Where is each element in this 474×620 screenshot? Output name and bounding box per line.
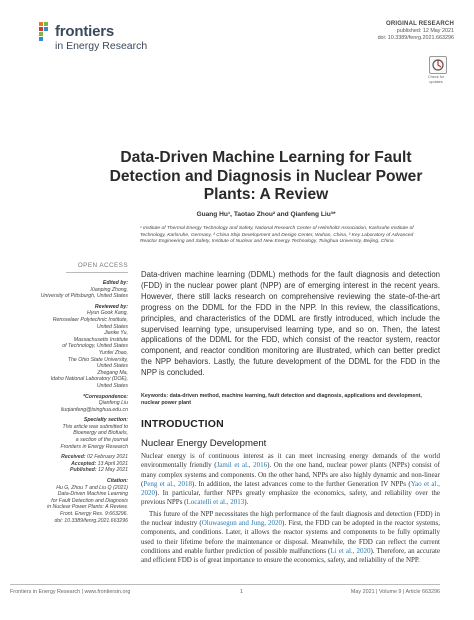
citation-line: Data-Driven Machine Learning	[57, 491, 128, 498]
doi-link[interactable]: doi: 10.3389/fenrg.2021.663296	[377, 35, 454, 41]
published-label: Published:	[70, 467, 97, 474]
edited-by-label: Edited by:	[102, 280, 128, 286]
editorial-info	[10, 276, 128, 524]
frontiers-logo-icon	[38, 20, 54, 48]
editor-affiliation: University of Pittsburgh, United States	[40, 293, 128, 300]
published-row	[10, 467, 128, 474]
correspondent-email[interactable]: liuqianfeng@tsinghua.edu.cn	[61, 406, 128, 413]
check-for-updates-button[interactable]	[428, 56, 448, 82]
footer-issue: May 2021 | Volume 9 | Article 663296	[350, 589, 440, 595]
paragraph: This future of the NPP necessitates the high performance of the fault diagnosis and detection (FDD) in the nuclear industry (Oluwasegun and Jung, 2020). First, the FDD can be adopted in the reactor systems, components, and conditions. Later, it allows the reactor systems and components to be fully optimally used to their lifetime before the maintenance or disposal. Meanwhile, the FDD can reflect the current conditions and enable further prediction of possible malfunctions (Li et al., 2020). Therefore, an accurate and efficient FDD is of great importance to ensure the economics, safety, and reliability of the NPP.	[141, 509, 440, 565]
correspondence-label: *Correspondence:	[83, 393, 128, 400]
citation-line: in Nuclear Power Plants: A Review.	[47, 504, 128, 511]
specialty-line: a section of the journal	[75, 437, 128, 444]
brand-name: frontiers	[55, 23, 115, 40]
footer-journal[interactable]: Frontiers in Energy Research | www.frontiersin.org	[10, 589, 131, 595]
reviewer-line: Idaho National Laboratory (DOE),	[50, 376, 128, 383]
received-row	[10, 454, 128, 461]
journal-name: in Energy Research	[55, 40, 148, 52]
published-date: published: 12 May 2021	[396, 28, 454, 34]
subsection-heading: Nuclear Energy Development	[141, 438, 267, 449]
accepted-date: 13 April 2021	[97, 460, 128, 467]
paragraph: Nuclear energy is of continuous interest as it can meet increasing energy demands of the world environmentally friendly (Jamil et al., 2016). On the one hand, nuclear power plants (NPPs) consist of many complex systems and components. On the other hand, NPPs are also highly dynamic and non-linear (Peng et al., 2018). In addition, the latest advances come to the further Generation IV NPPs (Yao et al., 2020). In particular, further NPPs greatly emphasize the economics, safety, and reliability over the previous NPPs (Locatelli et al., 2013).	[141, 452, 440, 507]
open-access-label: OPEN ACCESS	[77, 262, 128, 269]
specialty-section-label: Specialty section:	[83, 417, 128, 424]
reviewed-by-label: Reviewed by:	[94, 303, 128, 310]
check-updates-label: Check for updates	[427, 75, 445, 84]
citation-line: for Fault Detection and Diagnosis	[51, 497, 128, 504]
article-meta	[378, 21, 454, 42]
keywords	[141, 393, 440, 407]
specialty-line: This article was submitted to	[62, 423, 128, 430]
body-text	[141, 452, 440, 566]
citation-link[interactable]: Yao et al., 2020	[141, 479, 440, 498]
reviewer-line: Jianke Yu,	[104, 330, 128, 337]
citation-link[interactable]: Oluwasegun and Jung, 2020	[201, 519, 283, 528]
reviewer-line: The Ohio State University,	[67, 356, 128, 363]
check-updates-icon	[429, 56, 447, 74]
specialty-line: Frontiers in Energy Research	[60, 443, 128, 450]
published-date-left: 12 May 2021	[98, 467, 128, 474]
citation-doi[interactable]: doi: 10.3389/fenrg.2021.663296	[54, 517, 128, 524]
abstract: Data-driven machine learning (DDML) methods for the fault diagnosis and detection (FDD) in the nuclear power plant (NPP) are of emerging interest in the recent years. However, there still lacks research on comprehensive reviewing the state-of-the-art progress on the DDML for the FDD in the NPP. In this review, the classifications, principles, and characteristics of the DDML are firstly introduced, which include the supervised learning type, unsupervised learning type, and so on. Then, the latest applications of the DDML for the FDD, which consist of the reactor system, reactor component, and reactor condition monitoring are illustrated, which can better predict the NPP behaviors. Lastly, the future development of the DDML for the FDD in the NPP is concluded.	[141, 270, 440, 378]
reviewer-line: Massachusetts Institute	[73, 336, 128, 343]
author-list[interactable]: Guang Hu¹, Taotao Zhou² and Qianfeng Liu³*	[196, 211, 336, 218]
keywords-label: Keywords:	[141, 393, 169, 399]
citation-label: Citation:	[106, 478, 128, 485]
citation-link[interactable]: Peng et al., 2018	[143, 479, 193, 488]
reviewer-line: Zhegang Ma,	[97, 369, 128, 376]
received-label: Received:	[61, 454, 86, 461]
citation-link[interactable]: Jamil et al., 2016	[216, 461, 268, 470]
reviewer-line: Yunfei Zhao,	[98, 349, 128, 356]
reviewer-line: of Technology, United States	[62, 343, 128, 350]
section-heading: INTRODUCTION	[141, 418, 224, 430]
article-title: Data-Driven Machine Learning for Fault Detection and Diagnosis in Nuclear Power Plants: A Review	[109, 149, 423, 203]
accepted-label: Accepted:	[71, 460, 97, 467]
article-type: ORIGINAL RESEARCH	[386, 21, 454, 27]
divider	[66, 272, 128, 273]
citation-link[interactable]: Li et al., 2020	[330, 546, 371, 555]
citation-line: Hu G, Zhou T and Liu Q (2021)	[56, 484, 128, 491]
journal-logo[interactable]	[38, 20, 178, 54]
reviewer-line: United States	[96, 363, 128, 370]
citation-link[interactable]: Locatelli et al., 2013	[186, 498, 245, 507]
accepted-row	[10, 461, 128, 468]
reviewer-line: United States	[96, 382, 128, 389]
reviewer-line: Hyun Gook Kang,	[87, 310, 128, 317]
editor-name: Xianping Zhong,	[90, 286, 128, 293]
reviewer-line: United States	[96, 323, 128, 330]
received-date: 02 February 2021	[87, 454, 128, 461]
specialty-line: Bioenergy and Biofuels,	[73, 430, 128, 437]
affiliations: ¹ Institute of Thermal Energy Technology and Safety, National Research Center of Helmholtz Association, Karlsruhe Institute of Technology, Karlsruhe, Germany, ² China Ship Development and Design Center, Wuhan, China, ³ Key Laboratory of Advanced Reactor Engineering and Safety, Institute of Nuclear and New Energy Technology, Tsinghua University, Beijing, China	[140, 226, 414, 244]
footer-divider	[10, 584, 440, 585]
keywords-text: data-driven method, machine learning, fault detection and diagnosis, applications and development, nuclear power plant	[141, 393, 422, 406]
correspondent-name: Qianfeng Liu	[98, 400, 128, 407]
reviewer-line: Rensselaer Polytechnic Institute,	[52, 316, 128, 323]
citation-line: Front. Energy Res. 9:663296.	[59, 511, 128, 517]
page-number: 1	[240, 589, 243, 595]
